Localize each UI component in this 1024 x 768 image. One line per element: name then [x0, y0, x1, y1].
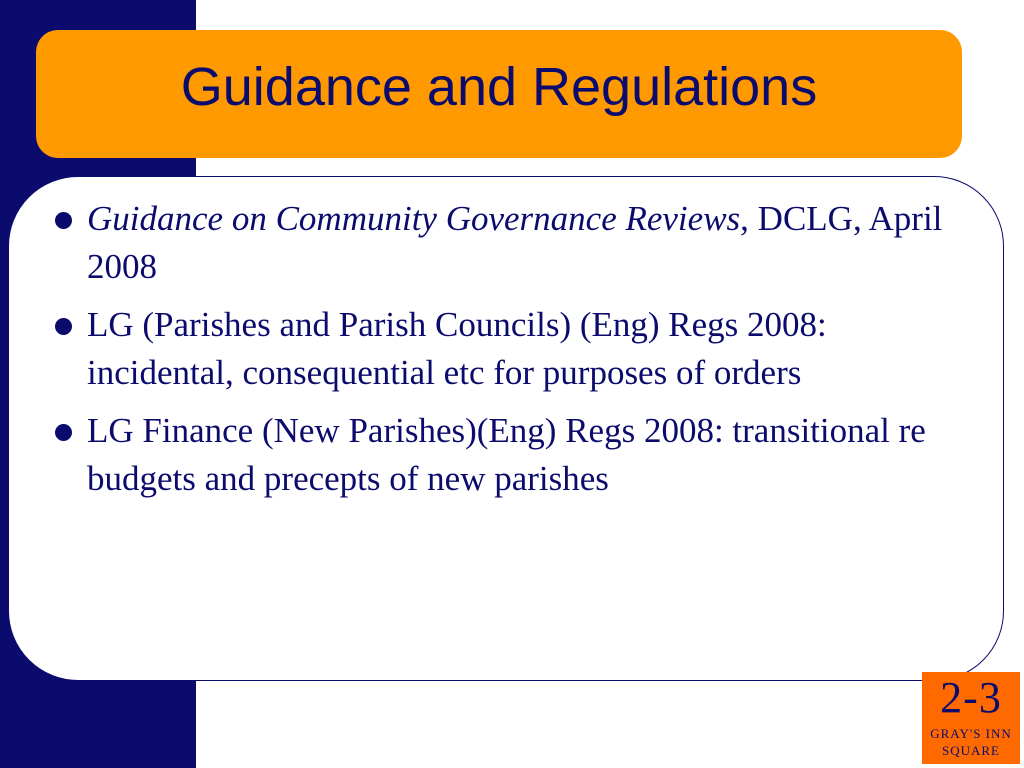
bullet-dot-icon [55, 318, 72, 335]
bullet-2-text: LG (Parishes and Parish Councils) (Eng) Regs 2008: incidental, consequential etc for purposes of orders [87, 305, 827, 392]
bullet-item-2 [55, 301, 975, 397]
grays-inn-square-logo [922, 672, 1020, 764]
bullet-item-3 [55, 407, 975, 503]
bullet-dot-icon [55, 424, 72, 441]
bullet-1-italic-text: Guidance on Community Governance Reviews [87, 199, 741, 238]
bullet-1-text: , DCLG, April 2008 [87, 199, 943, 286]
bullet-3-text: LG Finance (New Parishes)(Eng) Regs 2008: transitional re budgets and precepts of new parishes [87, 411, 926, 498]
title-bar [36, 30, 962, 158]
bullet-list [55, 195, 975, 513]
logo-line-1: GRAY'S INN [930, 726, 1012, 741]
content-box [8, 176, 1004, 681]
bullet-item-1 [55, 195, 975, 291]
logo-number: 2-3 [940, 673, 1002, 722]
logo-line-2: SQUARE [941, 743, 1000, 758]
slide-title: Guidance and Regulations [180, 57, 818, 117]
bullet-dot-icon [55, 212, 72, 229]
